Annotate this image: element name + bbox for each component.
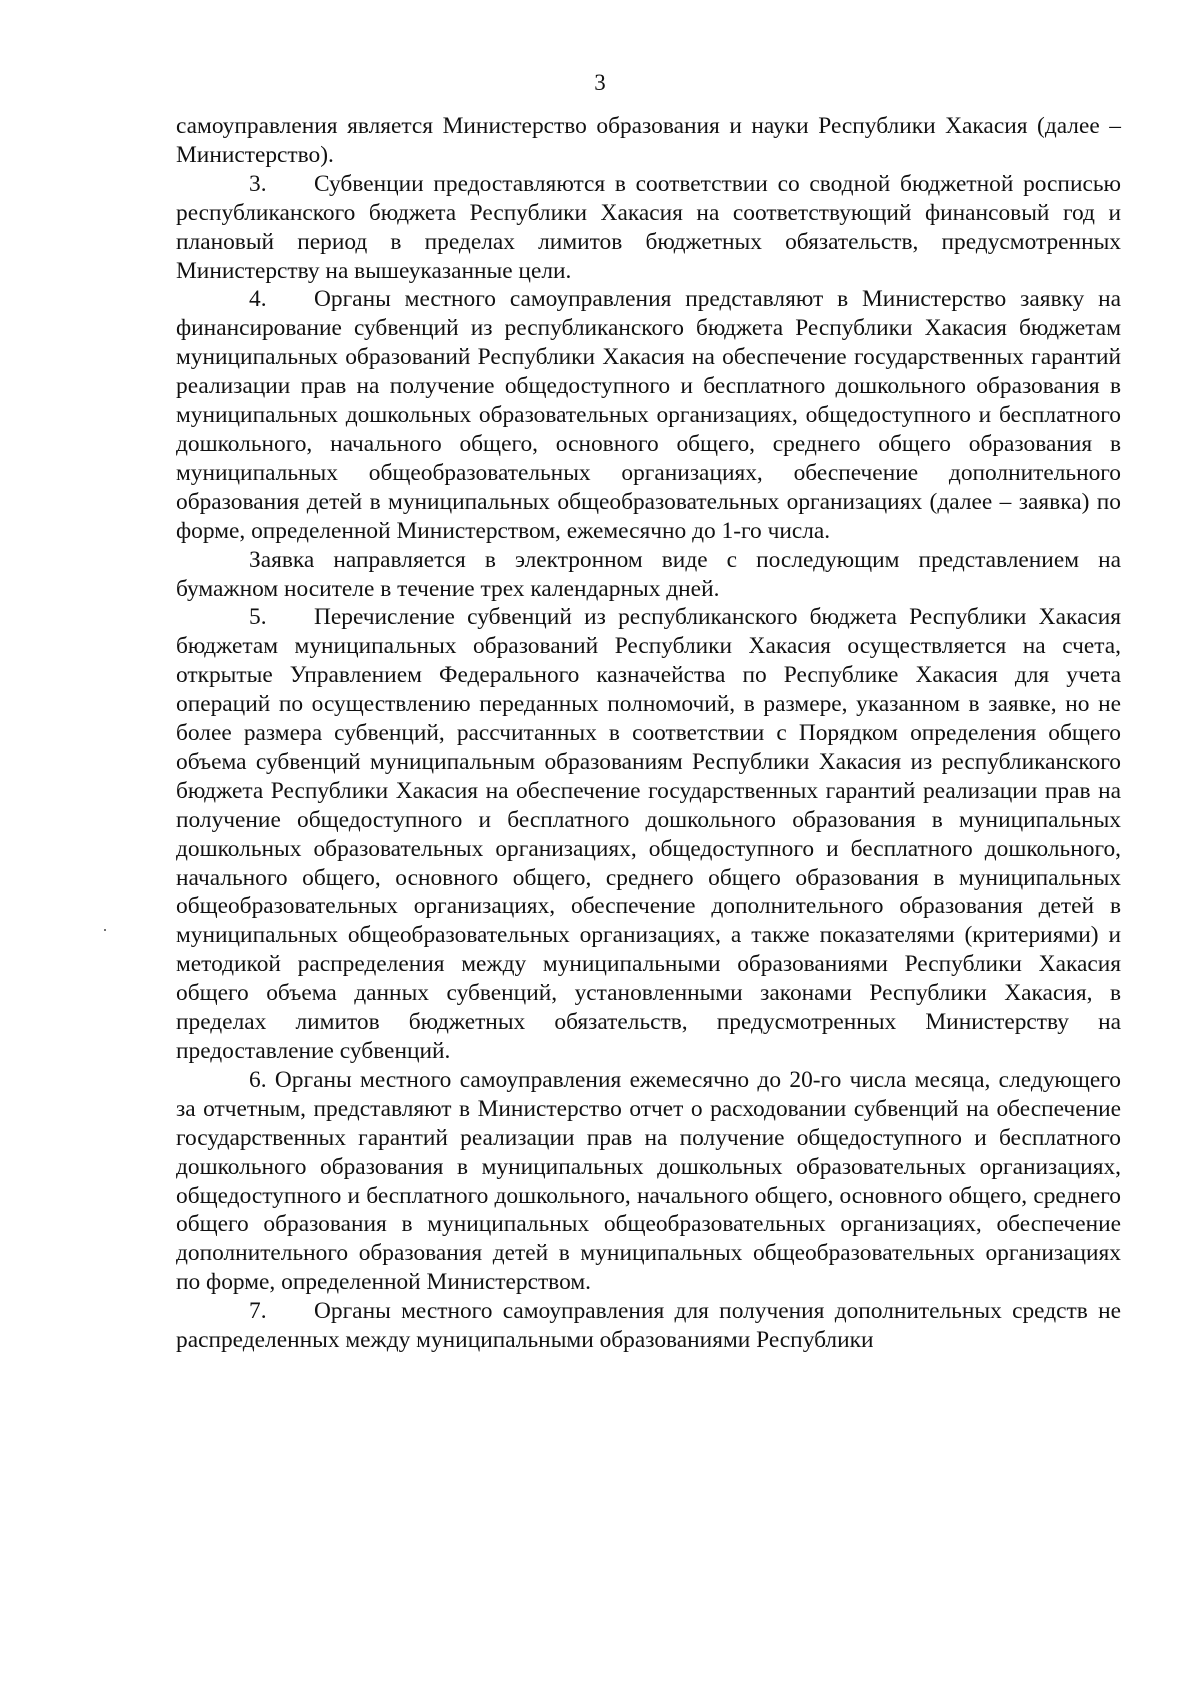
page-number: 3 <box>594 70 606 95</box>
paragraph-4 <box>176 285 1121 545</box>
paragraph-number: 5. <box>249 604 267 631</box>
paragraph-number: 4. <box>249 286 267 313</box>
paragraph-text: Перечисление субвенций из республиканского бюджета Республики Хакасия бюджетам муниципальных образований Республики Хакасия осуществляется на счета, открытые Управлением Федерального казначейства по Республике Хакасия для учета операций по осуществлению переданных полномочий, в размере, указанном в заявке, но не более размера субвенций, рассчитанных в соответствии с Порядком определения общего объема субвенций муниципальным образованиям Республики Хакасия из республиканского бюджета Республики Хакасия на обеспечение государственных гарантий реализации прав на получение общедоступного и бесплатного дошкольного образования в муниципальных дошкольных образовательных организациях, общедоступного и бесплатного дошкольного, начального общего, основного общего, среднего общего образования в муниципальных общеобразовательных организациях, обеспечение дополнительного образования детей в муниципальных общеобразовательных организациях, а также показателями (критериями) и методикой распределения между муниципальными образованиями Республики Хакасия общего объема данных субвенций, установленными законами Республики Хакасия, в пределах лимитов бюджетных обязательств, предусмотренных Министерству на предоставление субвенций. <box>176 604 1121 1064</box>
scan-speck <box>104 929 106 931</box>
paragraph-text: Органы местного самоуправления ежемесячно до 20-го числа месяца, следующего за отчетным, представляют в Министерство отчет о расходовании субвенций на обеспечение государственных гарантий реализации прав на получение общедоступного и бесплатного дошкольного образования в муниципальных дошкольных образовательных организациях, общедоступного и бесплатного дошкольного, начального общего, основного общего, среднего общего образования в муниципальных общеобразовательных организациях, обеспечение дополнительного образования детей в муниципальных общеобразовательных организациях по форме, определенной Министерством. <box>176 1066 1121 1296</box>
paragraph-4-application <box>176 546 1121 604</box>
paragraph-continuation <box>176 112 1121 170</box>
paragraph-6 <box>176 1066 1121 1297</box>
paragraph-number: 7. <box>249 1298 267 1325</box>
paragraph-number: 6. <box>249 1066 267 1093</box>
paragraph-3 <box>176 170 1121 286</box>
paragraph-text: Органы местного самоуправления представляют в Министерство заявку на финансирование субвенций из республиканского бюджета Республики Хакасия бюджетам муниципальных образований Республики Хакасия на обеспечение государственных гарантий реализации прав на получение общедоступного и бесплатного дошкольного образования в муниципальных дошкольных образовательных организациях, общедоступного и бесплатного дошкольного, начального общего, основного общего, среднего общего образования в муниципальных общеобразовательных организациях, обеспечение дополнительного образования детей в муниципальных общеобразовательных организациях (далее – заявка) по форме, определенной Министерством, ежемесячно до 1-го числа. <box>176 286 1121 544</box>
paragraph-7 <box>176 1297 1121 1355</box>
paragraph-number: 3. <box>249 170 267 197</box>
paragraph-text: Органы местного самоуправления для получения дополнительных средств не распределенных между муниципальными образованиями Республики <box>176 1298 1121 1354</box>
document-body <box>176 112 1121 1355</box>
paragraph-5 <box>176 603 1121 1066</box>
paragraph-text: самоуправления является Министерство образования и науки Республики Хакасия (далее – Министерство). <box>176 113 1121 168</box>
paragraph-text: Заявка направляется в электронном виде с последующим представлением на бумажном носителе в течение трех календарных дней. <box>176 546 1121 602</box>
paragraph-text: Субвенции предоставляются в соответствии со сводной бюджетной росписью республиканского бюджета Республики Хакасия на соответствующий финансовый год и плановый период в пределах лимитов бюджетных обязательств, предусмотренных Министерству на вышеуказанные цели. <box>176 170 1121 284</box>
